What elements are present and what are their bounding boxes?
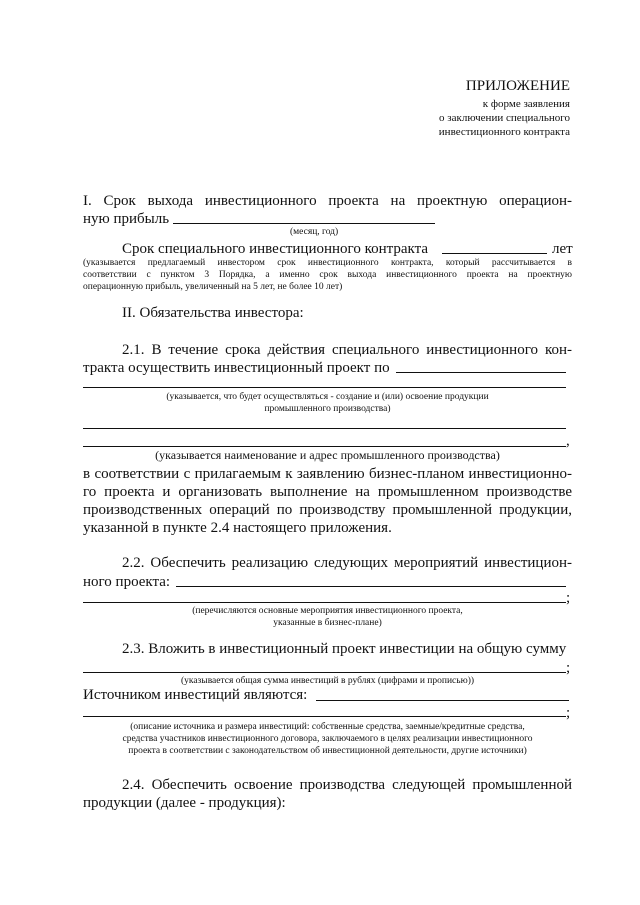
p23-note2-line1: (описание источника и размера инвестиций: собственные средства, заемные/кредитные средства, bbox=[130, 722, 525, 732]
section2-title: II. Обязательства инвестора: bbox=[122, 305, 304, 321]
p21-comma: , bbox=[566, 433, 570, 449]
p22-line1: 2.2. Обеспечить реализацию следующих мероприятий инвестицион- bbox=[122, 555, 572, 571]
term-note-line1: (указывается предлагаемый инвестором срок инвестиционного контракта, который рассчитывается в bbox=[83, 258, 572, 268]
p21-body-line2: го проекта и организовать выполнение на промышленном производстве bbox=[83, 484, 572, 500]
investment-sources-blank-2[interactable] bbox=[83, 716, 566, 717]
appendix-subtitle-line2: о заключении специального bbox=[439, 112, 570, 124]
note-month-year: (месяц, год) bbox=[290, 227, 339, 237]
section1-line2: ную прибыль bbox=[83, 211, 170, 227]
p22-note-line2: указанные в бизнес-плане) bbox=[273, 618, 382, 628]
p21-body-line1: в соответствии с прилагаемым к заявлению бизнес-планом инвестиционно- bbox=[83, 466, 572, 482]
p23-note2-line3: проекта в соответствии с законодательством об инвестиционной деятельности, другие источники) bbox=[128, 746, 527, 756]
p23-sources-label: Источником инвестиций являются: bbox=[83, 687, 308, 703]
project-type-blank-2[interactable] bbox=[83, 387, 566, 388]
term-note-line3: операционную прибыль, увеличенный на 5 лет, не более 10 лет) bbox=[83, 282, 343, 292]
p21-note1-line2: промышленного производства) bbox=[264, 404, 391, 414]
p22-note-line1: (перечисляются основные мероприятия инвестиционного проекта, bbox=[192, 606, 463, 616]
p23-note2-line2: средства участников инвестиционного договора, заключаемого в целях реализации инвестиционного bbox=[122, 734, 533, 744]
p24-line2: продукции (далее - продукция): bbox=[83, 795, 286, 811]
p21-note2: (указывается наименование и адрес промышленного производства) bbox=[155, 448, 500, 462]
activities-blank-1[interactable] bbox=[176, 586, 566, 587]
investment-sources-blank-1[interactable] bbox=[316, 700, 569, 701]
p23-note1: (указывается общая сумма инвестиций в рублях (цифрами и прописью)) bbox=[180, 676, 475, 686]
project-type-blank-1[interactable] bbox=[396, 372, 566, 373]
p22-line2: ного проекта: bbox=[83, 574, 171, 590]
p23-semicolon1: ; bbox=[566, 660, 571, 676]
term-note-line2: соответствии с пунктом 3 Порядка, а именно срок выхода инвестиционного проекта на проектную bbox=[83, 270, 572, 280]
p21-body-line3: производственных операций по производству промышленной продукции, bbox=[83, 502, 572, 518]
section1-line1: I. Срок выхода инвестиционного проекта на проектную операцион- bbox=[83, 193, 572, 209]
production-address-blank-2[interactable] bbox=[83, 446, 566, 447]
production-address-blank-1[interactable] bbox=[83, 428, 566, 429]
investment-sum-blank[interactable] bbox=[83, 672, 566, 673]
contract-term-unit: лет bbox=[552, 241, 573, 257]
p21-body-line4: указанной в пункте 2.4 настоящего приложения. bbox=[83, 520, 392, 536]
appendix-subtitle-line3: инвестиционного контракта bbox=[438, 126, 570, 138]
p21-line1: 2.1. В течение срока действия специального инвестиционного кон- bbox=[122, 342, 572, 358]
appendix-title: ПРИЛОЖЕНИЕ bbox=[465, 78, 570, 94]
p22-semicolon: ; bbox=[566, 590, 571, 606]
contract-term-blank[interactable] bbox=[442, 253, 547, 254]
p23-semicolon2: ; bbox=[566, 705, 571, 721]
p24-line1: 2.4. Обеспечить освоение производства следующей промышленной bbox=[122, 777, 572, 793]
p21-note1-line1: (указывается, что будет осуществляться - создание и (или) освоение продукции bbox=[166, 392, 489, 402]
p21-line2: тракта осуществить инвестиционный проект по bbox=[83, 360, 390, 376]
profit-date-blank[interactable] bbox=[173, 223, 435, 224]
p23-line1: 2.3. Вложить в инвестиционный проект инвестиции на общую сумму bbox=[122, 641, 567, 657]
appendix-subtitle-line1: к форме заявления bbox=[482, 98, 570, 110]
activities-blank-2[interactable] bbox=[83, 602, 566, 603]
contract-term-label: Срок специального инвестиционного контракта bbox=[122, 241, 429, 257]
